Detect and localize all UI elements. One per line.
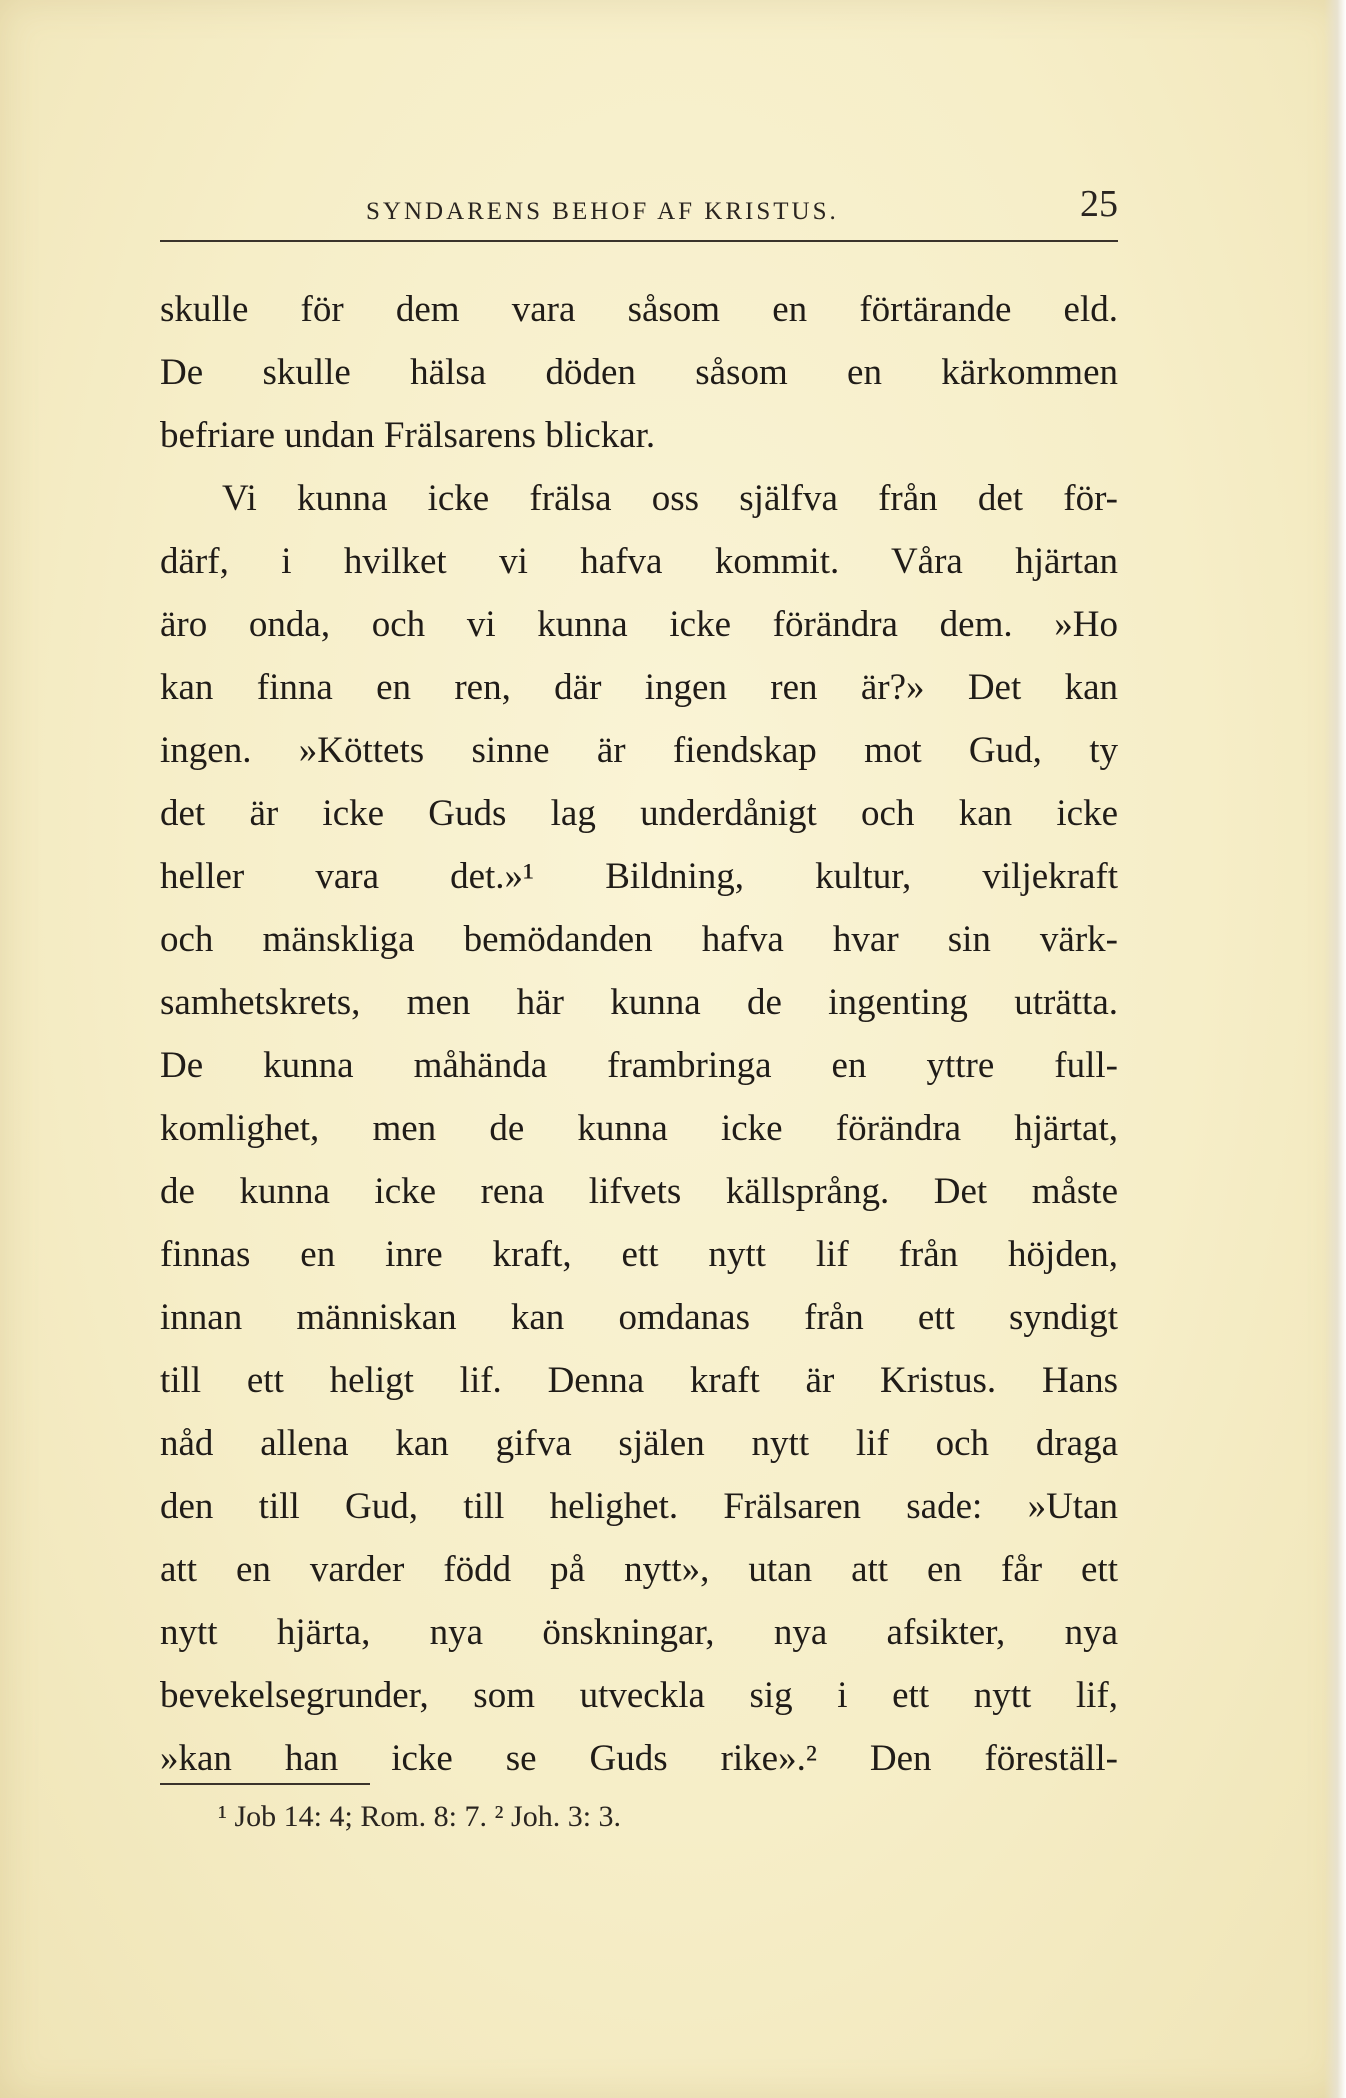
- header-rule: [160, 240, 1118, 242]
- text-line: ingen. »Köttets sinne är fiendskap mot Gud, ty: [160, 730, 1118, 771]
- footnote: ¹ Job 14: 4; Rom. 8: 7. ² Joh. 3: 3.: [218, 1800, 622, 1833]
- text-line: äro onda, och vi kunna icke förändra dem. »Ho: [160, 604, 1118, 645]
- text-line: till ett heligt lif. Denna kraft är Kristus. Hans: [160, 1360, 1118, 1401]
- text-line: skulle för dem vara såsom en förtärande eld.: [160, 289, 1118, 330]
- running-head: [160, 182, 1118, 232]
- text-line: Vi kunna icke frälsa oss själfva från det för-: [222, 478, 1118, 519]
- text-line: därf, i hvilket vi hafva kommit. Våra hjärtan: [160, 541, 1118, 582]
- text-line: de kunna icke rena lifvets källsprång. Det måste: [160, 1171, 1118, 1212]
- text-line: »kan han icke se Guds rike».² Den föreställ-: [160, 1738, 1118, 1779]
- text-line: det är icke Guds lag underdånigt och kan icke: [160, 793, 1118, 834]
- footnote-rule: [160, 1783, 370, 1785]
- text-line: De kunna måhända frambringa en yttre full-: [160, 1045, 1118, 1086]
- text-line: samhetskrets, men här kunna de ingenting uträtta.: [160, 982, 1118, 1023]
- page-number: 25: [1080, 183, 1118, 225]
- text-line: bevekelsegrunder, som utveckla sig i ett nytt lif,: [160, 1675, 1118, 1716]
- text-line: komlighet, men de kunna icke förändra hjärtat,: [160, 1108, 1118, 1149]
- text-line: De skulle hälsa döden såsom en kärkommen: [160, 352, 1118, 393]
- text-line: kan finna en ren, där ingen ren är?» Det kan: [160, 667, 1118, 708]
- text-line: innan människan kan omdanas från ett syndigt: [160, 1297, 1118, 1338]
- text-line: att en varder född på nytt», utan att en får ett: [160, 1549, 1118, 1590]
- running-title: SYNDARENS BEHOF AF KRISTUS.: [366, 198, 839, 225]
- text-line: heller vara det.»¹ Bildning, kultur, viljekraft: [160, 856, 1118, 897]
- text-line: nytt hjärta, nya önskningar, nya afsikter, nya: [160, 1612, 1118, 1653]
- text-line: finnas en inre kraft, ett nytt lif från höjden,: [160, 1234, 1118, 1275]
- text-line: befriare undan Frälsarens blickar.: [160, 415, 656, 456]
- text-line: och mänskliga bemödanden hafva hvar sin värk-: [160, 919, 1118, 960]
- text-line: den till Gud, till helighet. Frälsaren sade: »Utan: [160, 1486, 1118, 1527]
- text-line: nåd allena kan gifva själen nytt lif och draga: [160, 1423, 1118, 1464]
- page-edge: [1324, 0, 1346, 2098]
- body-text: [160, 278, 1118, 1790]
